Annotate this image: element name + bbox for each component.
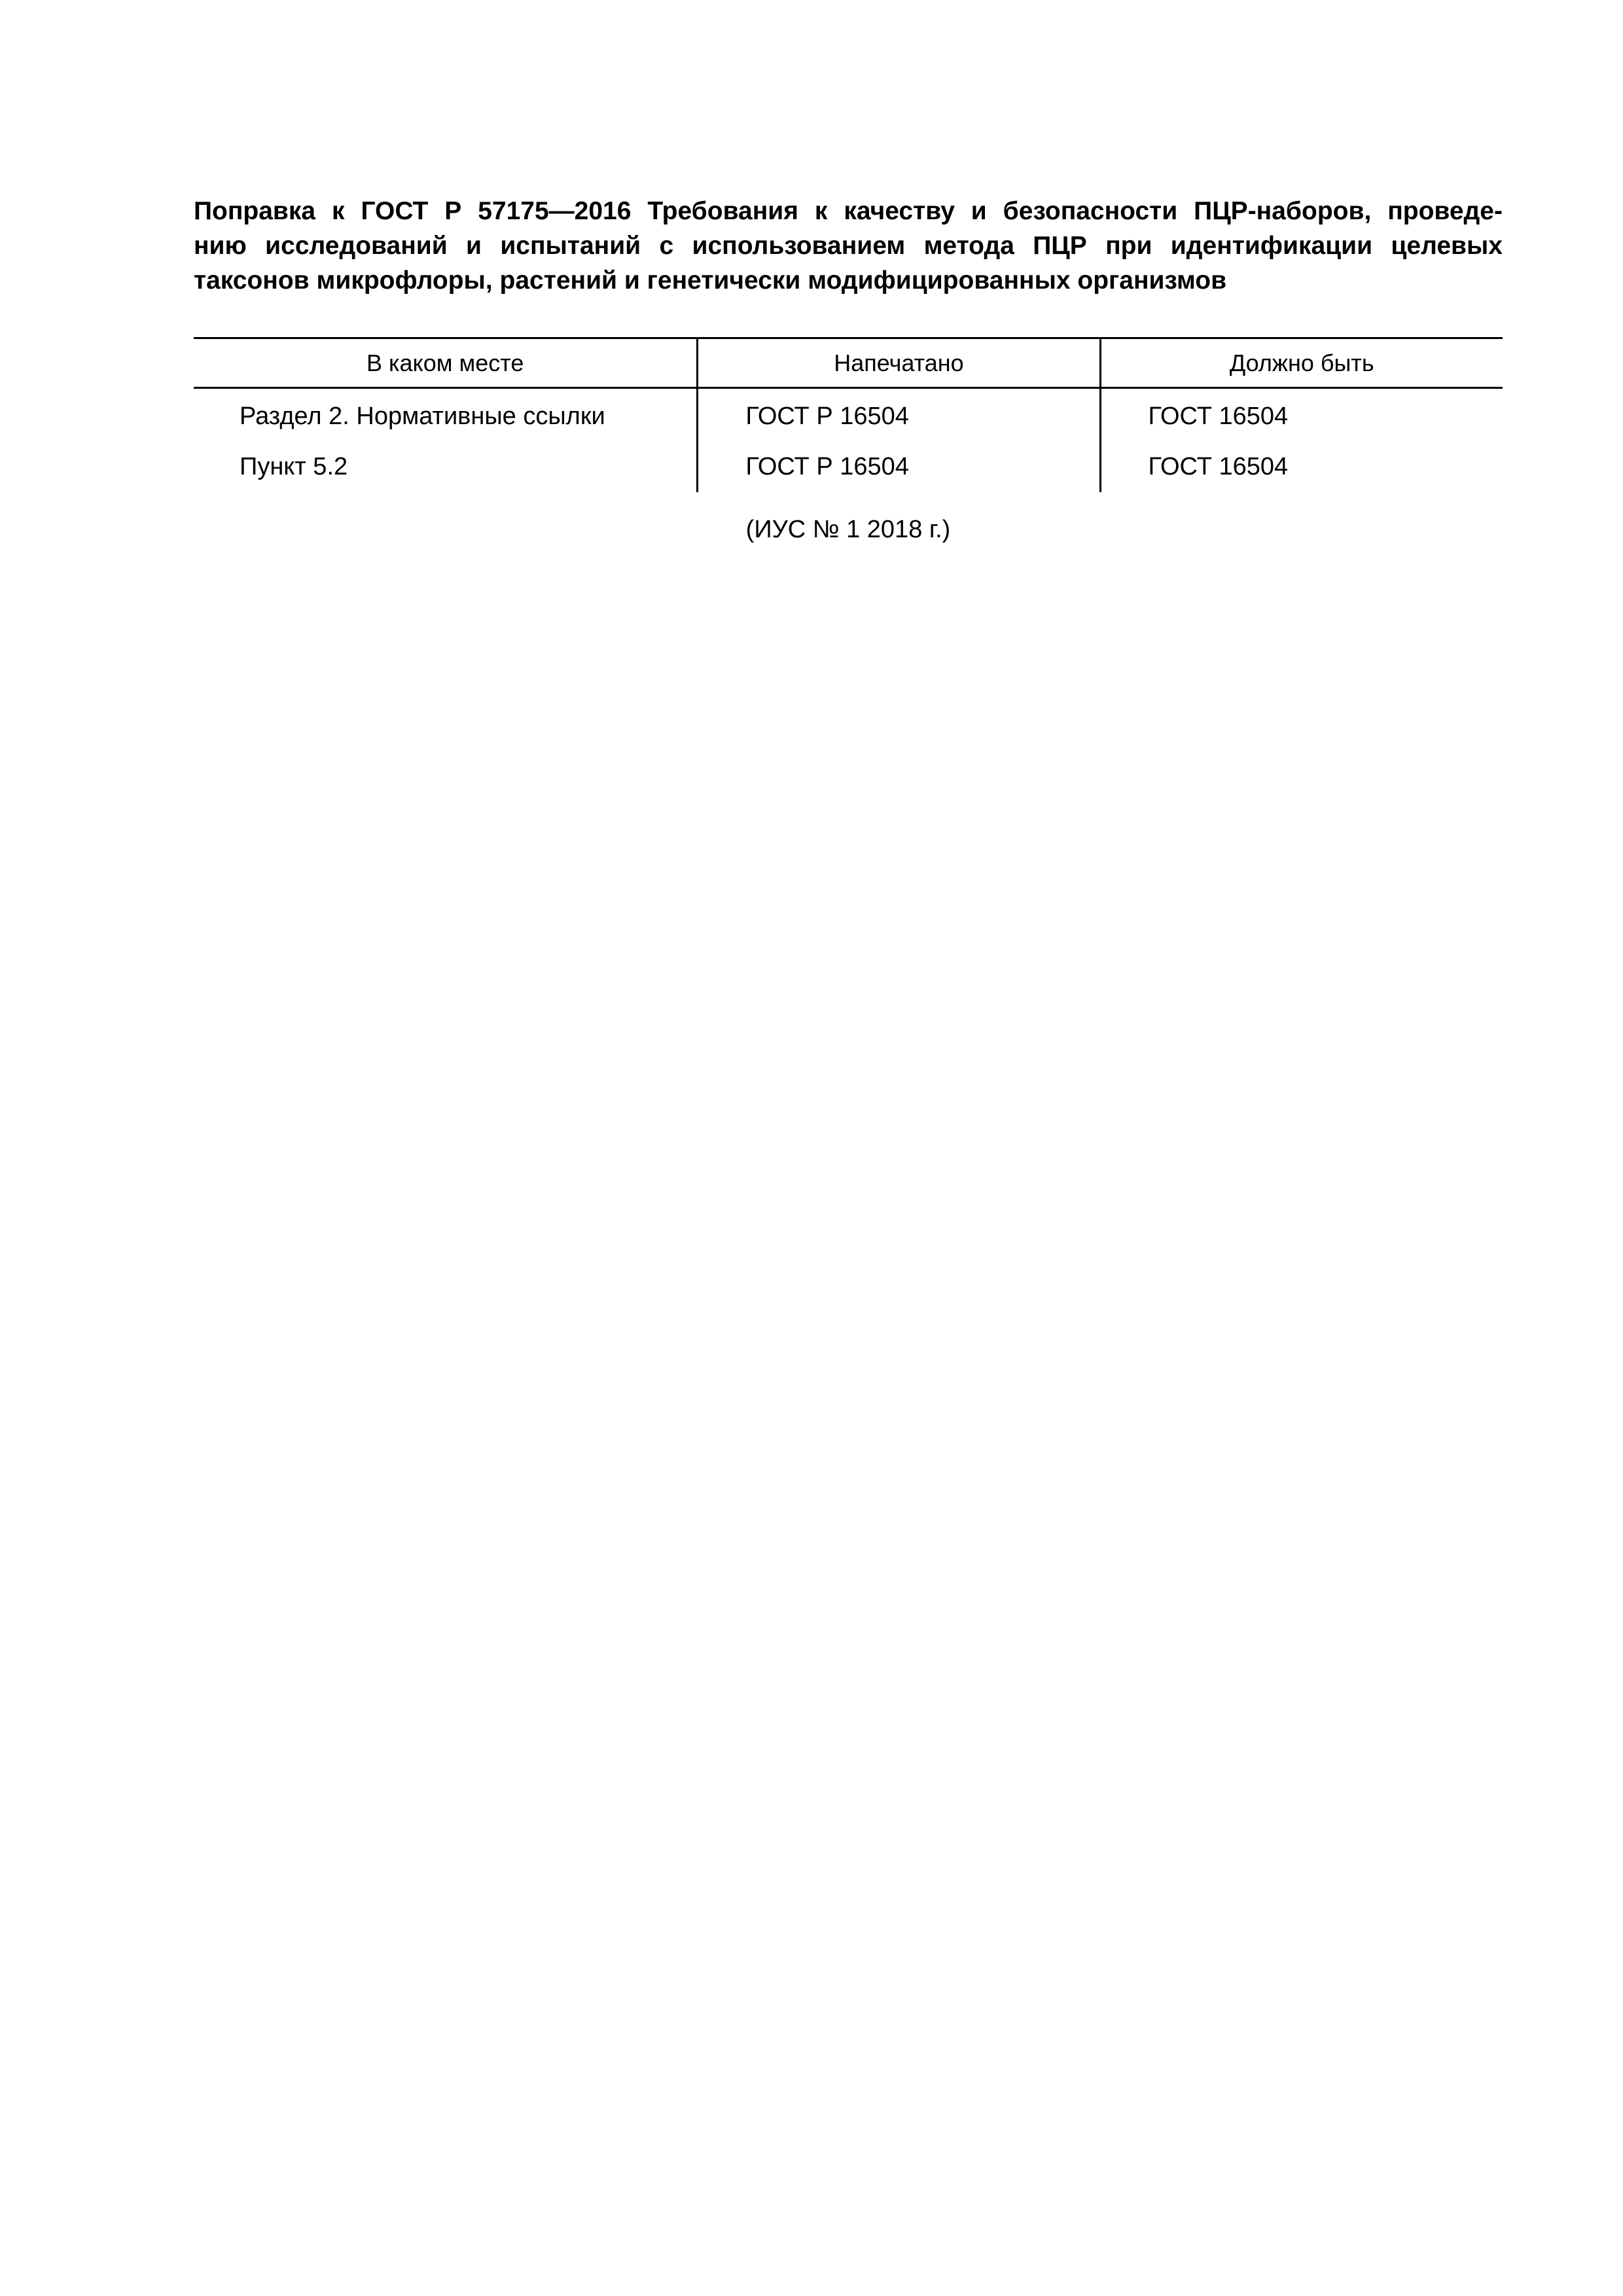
table-row: [194, 442, 1503, 492]
cell-should-be: ГОСТ 16504: [1100, 388, 1503, 442]
amendment-table: [194, 337, 1503, 492]
amendment-heading: [194, 194, 1503, 298]
table-row: [194, 388, 1503, 442]
cell-printed: ГОСТ Р 16504: [698, 388, 1100, 442]
column-header-printed: Напечатано: [698, 338, 1100, 388]
table-header-row: [194, 338, 1503, 388]
column-header-location: В каком месте: [194, 338, 698, 388]
source-note: (ИУС № 1 2018 г.): [745, 516, 951, 543]
column-header-should-be: Должно быть: [1100, 338, 1503, 388]
cell-should-be: ГОСТ 16504: [1100, 442, 1503, 492]
heading-line: Поправка к ГОСТ Р 57175—2016 Требования к качеству и безопасности ПЦР-наборов, проведе-: [194, 197, 1503, 225]
heading-line: нию исследований и испытаний с использованием метода ПЦР при идентификации целевых: [194, 232, 1503, 260]
cell-printed: ГОСТ Р 16504: [698, 442, 1100, 492]
cell-location: Пункт 5.2: [240, 453, 348, 480]
heading-line: таксонов микрофлоры, растений и генетически модифицированных организмов: [194, 266, 1227, 295]
cell-location: Раздел 2. Нормативные ссылки: [240, 403, 605, 430]
